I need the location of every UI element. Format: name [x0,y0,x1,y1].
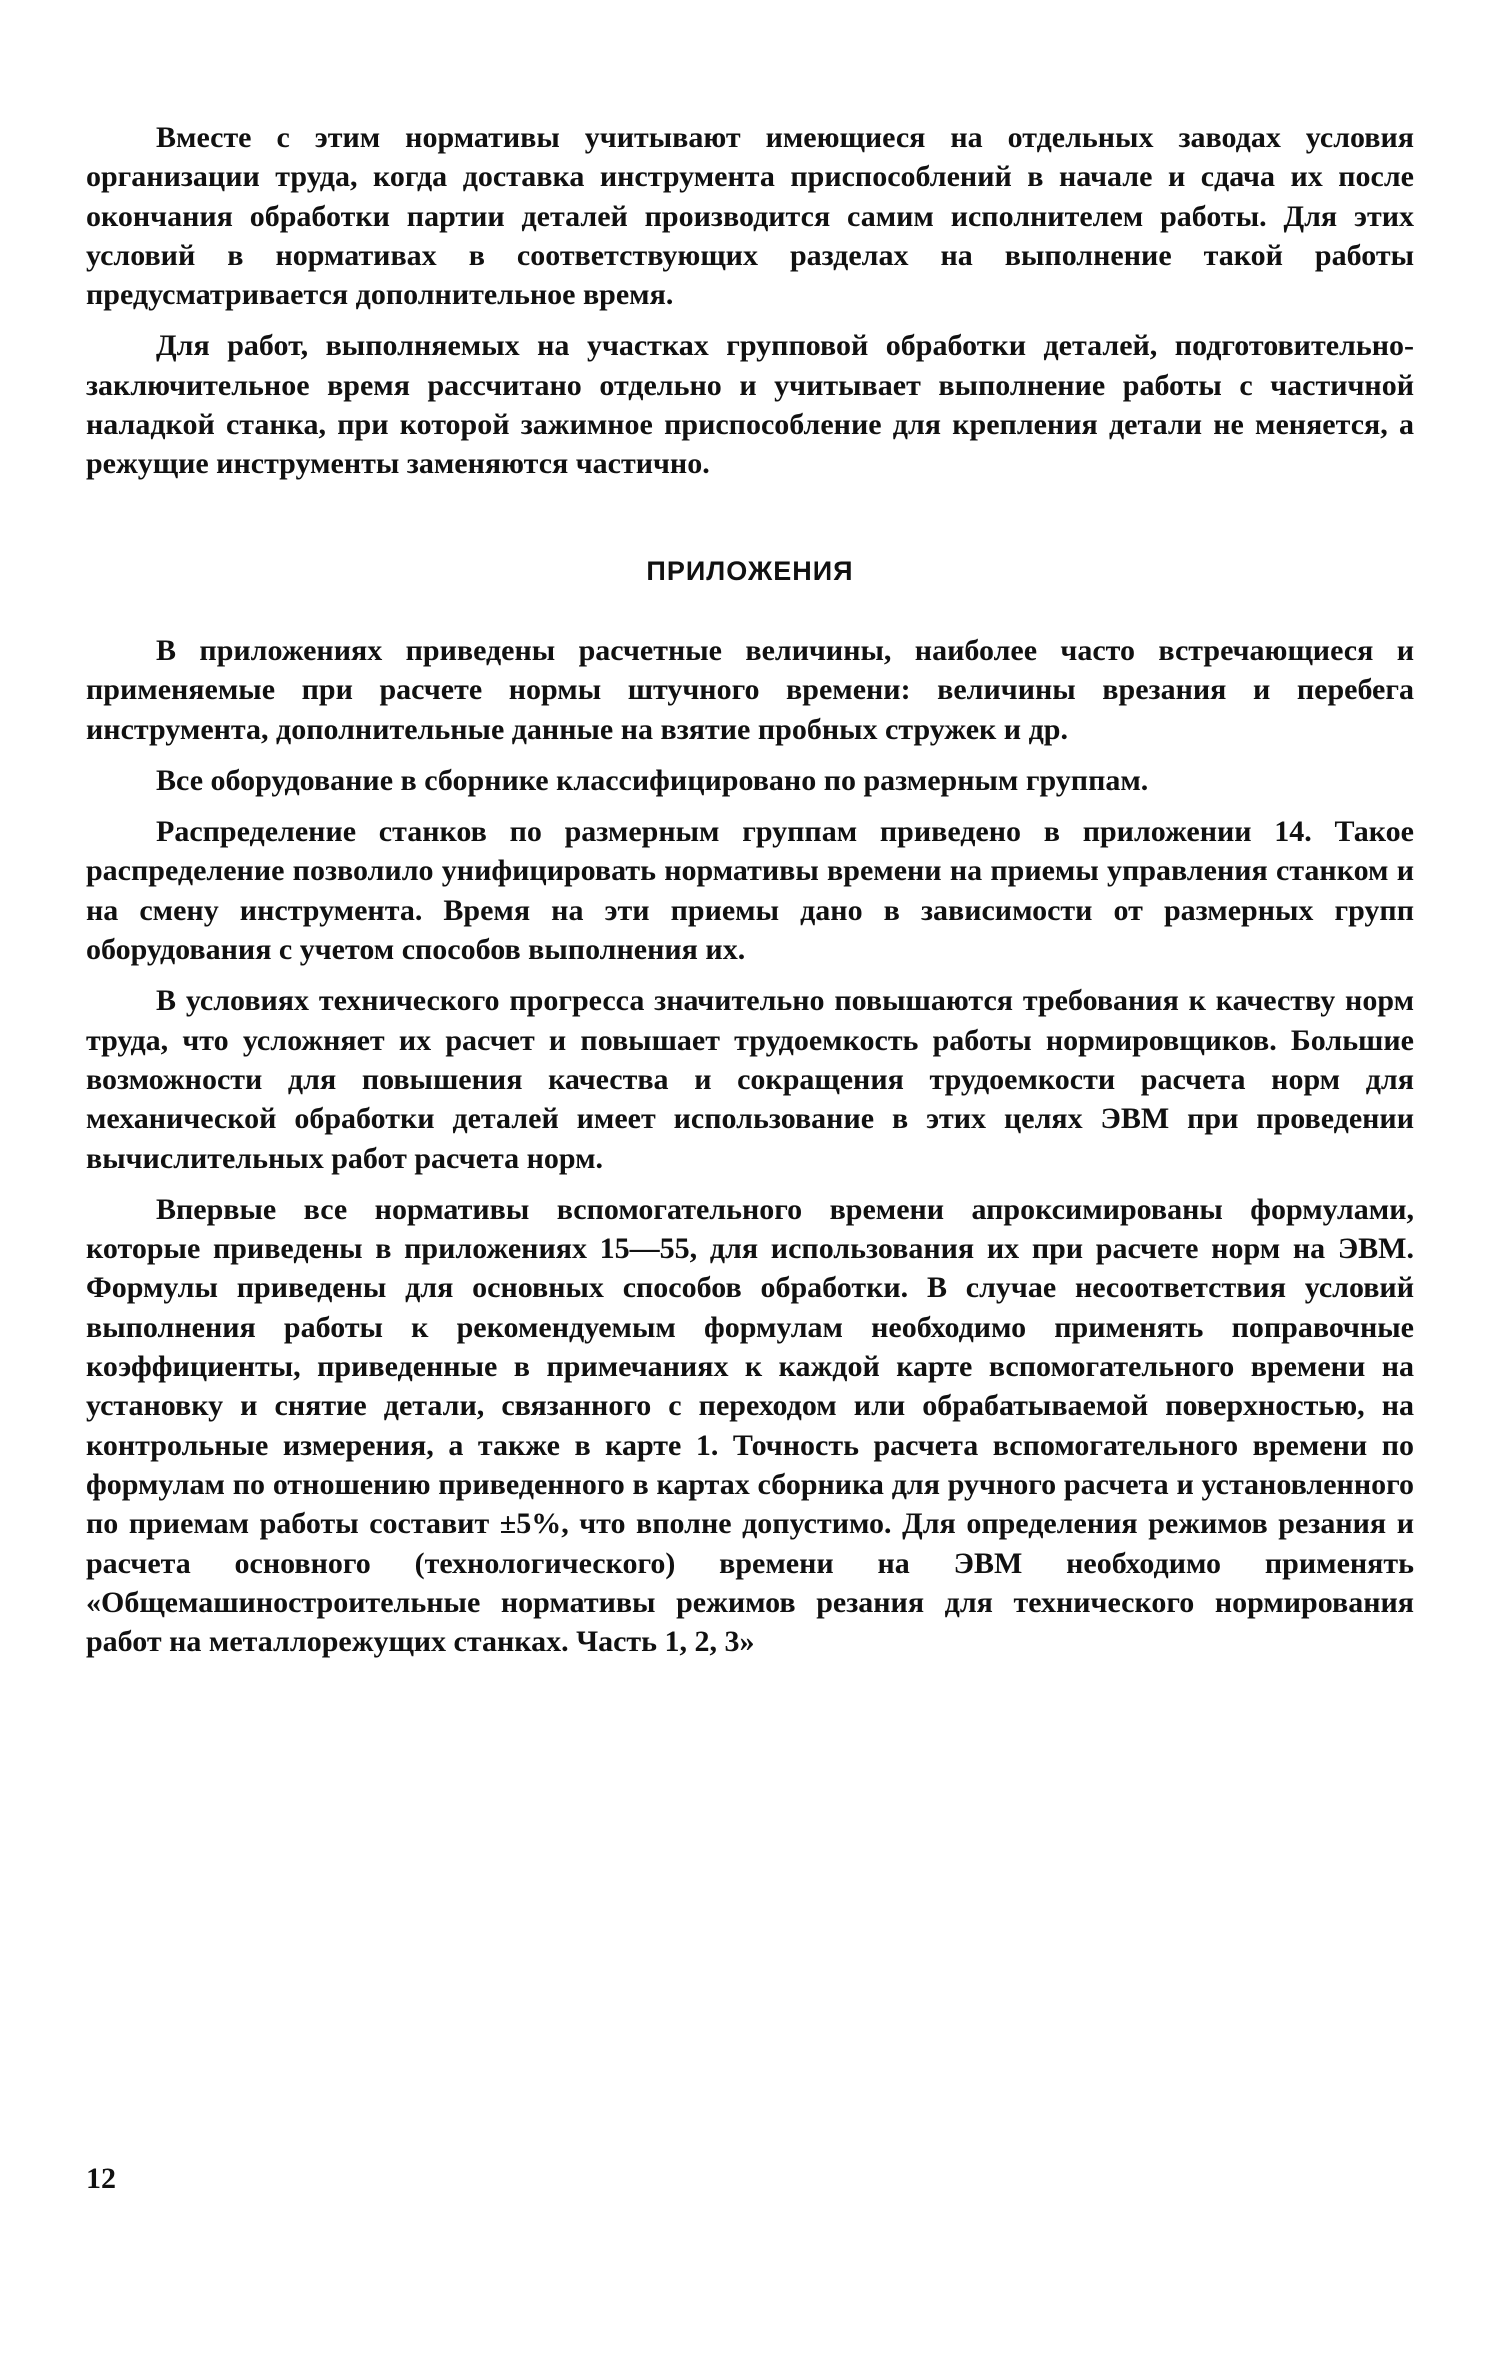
page-body [86,118,1414,1673]
intro-paragraph-2: Для работ, выполняемых на участках групповой обработки деталей, подготовительно-заключительное время рассчитано отдельно и учитывает выполнение работы с частичной наладкой станка, при которой зажимное приспособление для крепления детали не меняется, а режущие инструменты заменяются частично. [86,329,1414,481]
section-paragraph-5: Впервые все нормативы вспомогательного времени апроксимированы формулами, которые приведены в приложениях 15—55, для использования их при расчете норм на ЭВМ. Формулы приведены для основных способов обработки. В случае несоответствия условий выполнения работы к рекомендуемым формулам необходимо применять поправочные коэффициенты, приведенные в примечаниях к каждой карте вспомогательного времени на установку и снятие детали, связанного с переходом или обрабатываемой поверхностью, на контрольные измерения, а также в карте 1. Точность расчета вспомогательного времени по формулам по отношению приведенного в картах сборника для ручного расчета и установленного по приемам работы составит ±5%, что вполне допустимо. Для определения режимов резания и расчета основного (технологического) времени на ЭВМ необходимо применять «Общемашиностроительные нормативы режимов резания для технического нормирования работ на металлорежущих станках. Часть 1, 2, 3» [86,1192,1414,1659]
section-paragraph-1: В приложениях приведены расчетные величины, наиболее часто встречающиеся и применяемые при расчете нормы штучного времени: величины врезания и перебега инструмента, дополнительные данные на взятие пробных стружек и др. [86,633,1414,746]
section-title: ПРИЛОЖЕНИЯ [646,555,854,586]
intro-paragraph-1: Вместе с этим нормативы учитывают имеющиеся на отдельных заводах условия организации труда, когда доставка инструмента приспособлений в начале и сдача их после окончания обработки партии деталей производится самим исполнителем работы. Для этих условий в нормативах в соответствующих разделах на выполнение такой работы предусматривается дополнительное время. [86,121,1414,312]
section-paragraph-2: Все оборудование в сборнике классифицировано по размерным группам. [156,763,1149,797]
section-paragraph-4: В условиях технического прогресса значительно повышаются требования к качеству норм труда, что усложняет их расчет и повышает трудоемкость работы нормировщиков. Большие возможности для повышения качества и сокращения трудоемкости расчета норм для механической обработки деталей имеет использование в этих целях ЭВМ при проведении вычислительных работ расчета норм. [86,984,1414,1175]
page-number: 12 [86,2162,116,2195]
section-paragraph-3: Распределение станков по размерным группам приведено в приложении 14. Такое распределение позволило унифицировать нормативы времени на приемы управления станком и на смену инструмента. Время на эти приемы дано в зависимости от размерных групп оборудования с учетом способов выполнения их. [86,815,1414,967]
